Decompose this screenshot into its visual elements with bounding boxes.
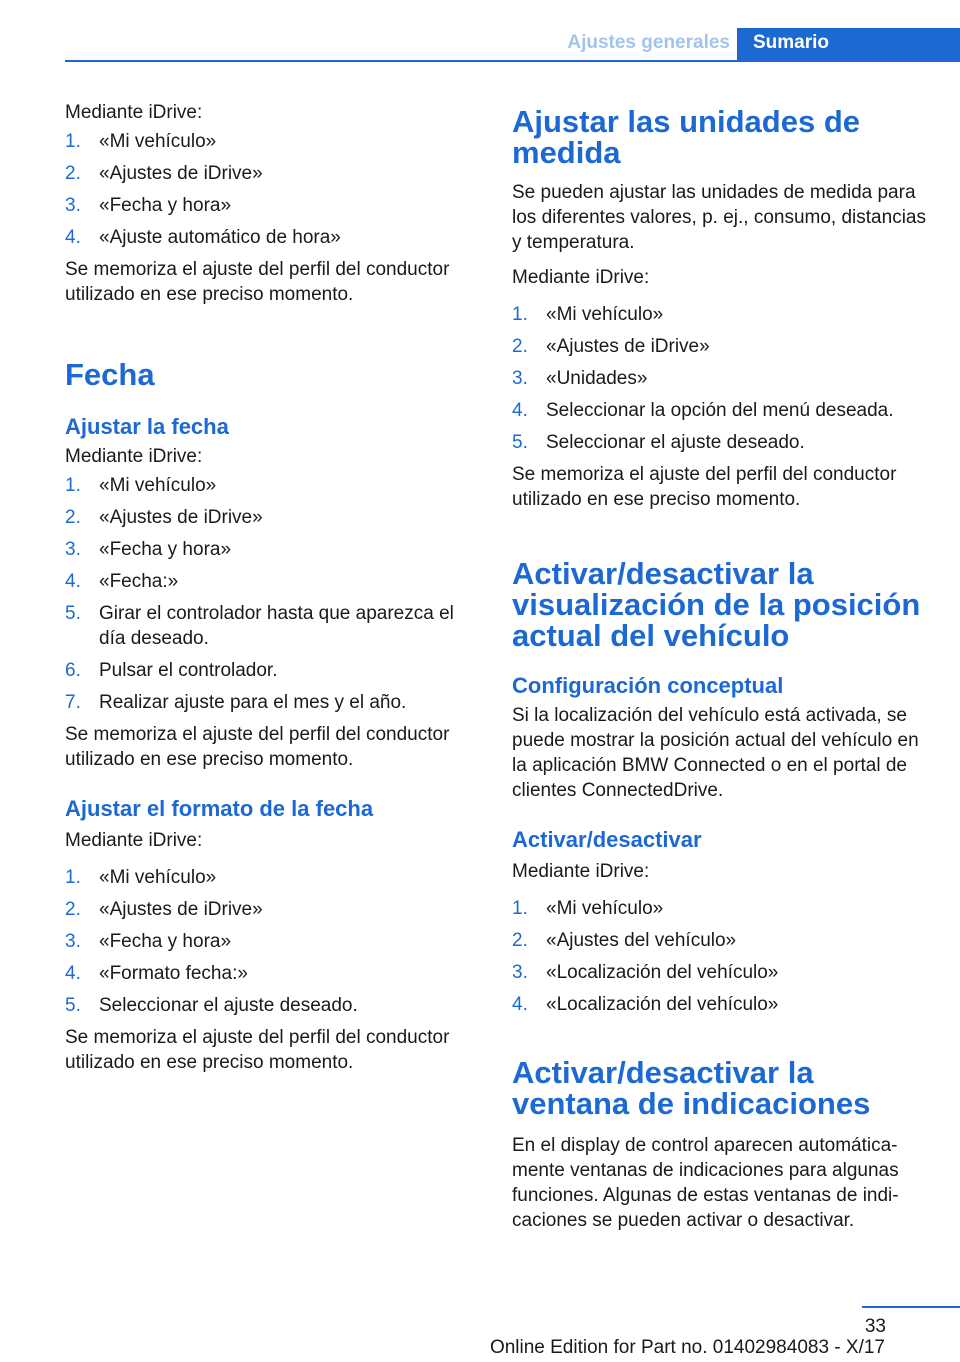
list-item-number: 2. [65, 507, 81, 528]
list-item [65, 961, 470, 986]
list-item [65, 193, 470, 218]
header-section-title[interactable]: Ajustes generales [567, 32, 730, 53]
list-item [512, 896, 930, 921]
concept-title: Configuración conceptual [512, 673, 784, 698]
list-item-text: Girar el controlador hasta que aparezca el día deseado. [99, 603, 454, 649]
right-column [512, 100, 930, 1233]
list-item-number: 6. [65, 660, 81, 681]
list-item-text: «Fecha y hora» [99, 195, 232, 216]
list-item-text: «Ajustes de iDrive» [546, 336, 710, 357]
intro-note: Se memoriza el ajuste del perfil del conductor utilizado en ese preciso momento. [65, 259, 450, 305]
list-item [65, 929, 470, 954]
set-date-note: Se memoriza el ajuste del perfil del conductor utilizado en ese preciso momento. [65, 724, 450, 770]
format-via: Mediante iDrive: [65, 830, 203, 851]
list-item [65, 225, 470, 250]
list-item [512, 928, 930, 953]
list-item [512, 366, 930, 391]
list-item [65, 569, 470, 594]
list-item-text: «Mi vehículo» [546, 898, 664, 919]
units-steps [512, 302, 930, 455]
edition-watermark: Online Edition for Part no. 01402984083 - X/17 [489, 1337, 885, 1358]
list-item-number: 5. [512, 432, 528, 453]
list-item-text: Pulsar el controlador. [99, 660, 278, 681]
fecha-title: Fecha [65, 357, 155, 392]
list-item-number: 1. [65, 131, 81, 152]
list-item [65, 993, 470, 1018]
list-item-number: 1. [512, 304, 528, 325]
set-date-steps [65, 473, 470, 715]
list-item-text: «Ajuste automático de hora» [99, 227, 341, 248]
list-item-number: 3. [65, 539, 81, 560]
list-item [65, 601, 470, 651]
list-item [512, 960, 930, 985]
header-active-tab[interactable]: Sumario [737, 28, 960, 62]
list-item-text: «Fecha y hora» [99, 539, 232, 560]
list-item [512, 992, 930, 1017]
position-title: Activar/desactivar la visualización de la posición actual del vehículo [512, 556, 921, 653]
list-item-number: 4. [512, 400, 528, 421]
list-item-number: 3. [512, 368, 528, 389]
list-item-number: 3. [65, 195, 81, 216]
list-item-text: «Localización del vehículo» [546, 994, 779, 1015]
toggle-steps [512, 896, 930, 1017]
list-item [512, 430, 930, 455]
list-item [65, 897, 470, 922]
list-item-text: «Ajustes de iDrive» [99, 163, 263, 184]
list-item-number: 1. [65, 867, 81, 888]
list-item [512, 334, 930, 359]
list-item-text: «Unidades» [546, 368, 648, 389]
set-date-via: Mediante iDrive: [65, 446, 203, 467]
list-item-number: 3. [65, 931, 81, 952]
list-item-number: 2. [512, 930, 528, 951]
intro-via: Mediante iDrive: [65, 102, 203, 123]
list-item [65, 537, 470, 562]
list-item [65, 129, 470, 154]
concept-text: Si la localización del vehículo está activada, se puede mostrar la posición actual del vehículo en la aplicación BMW Connected o en el portal de clientes ConnectedDrive. [512, 705, 919, 801]
list-item [65, 865, 470, 890]
list-item-number: 4. [65, 571, 81, 592]
format-steps [65, 865, 470, 1018]
list-item-text: Seleccionar el ajuste deseado. [99, 995, 358, 1016]
left-column [65, 100, 470, 1075]
intro-steps [65, 129, 470, 250]
list-item-text: «Localización del vehículo» [546, 962, 779, 983]
window-text: En el display de control aparecen automática-mente ventanas de indicaciones para algunas funciones. Algunas de estas ventanas de indi-caciones se pueden activar o desactivar. [512, 1135, 899, 1231]
list-item-text: «Ajustes de iDrive» [99, 899, 263, 920]
list-item-number: 2. [512, 336, 528, 357]
toggle-via: Mediante iDrive: [512, 861, 650, 882]
list-item [65, 473, 470, 498]
format-note: Se memoriza el ajuste del perfil del conductor utilizado en ese preciso momento. [65, 1027, 450, 1073]
list-item [512, 302, 930, 327]
header-rule [65, 60, 960, 62]
list-item-text: «Mi vehículo» [546, 304, 664, 325]
list-item-text: «Mi vehículo» [99, 131, 217, 152]
list-item-text: Seleccionar el ajuste deseado. [546, 432, 805, 453]
list-item-text: «Mi vehículo» [99, 867, 217, 888]
list-item-number: 7. [65, 692, 81, 713]
list-item-number: 4. [65, 963, 81, 984]
units-note: Se memoriza el ajuste del perfil del conductor utilizado en ese preciso momento. [512, 464, 897, 510]
list-item-text: «Ajustes del vehículo» [546, 930, 737, 951]
list-item-number: 2. [65, 899, 81, 920]
units-via: Mediante iDrive: [512, 267, 650, 288]
list-item-text: «Formato fecha:» [99, 963, 248, 984]
footer-rule [862, 1306, 960, 1308]
toggle-title: Activar/desactivar [512, 827, 702, 852]
list-item-text: «Ajustes de iDrive» [99, 507, 263, 528]
list-item [65, 505, 470, 530]
window-title: Activar/desactivar la ventana de indicaciones [512, 1055, 871, 1121]
list-item-text: Realizar ajuste para el mes y el año. [99, 692, 407, 713]
list-item-text: «Fecha y hora» [99, 931, 232, 952]
format-title: Ajustar el formato de la fecha [65, 796, 374, 821]
list-item-text: «Fecha:» [99, 571, 179, 592]
list-item-number: 4. [512, 994, 528, 1015]
list-item-number: 3. [512, 962, 528, 983]
list-item-number: 2. [65, 163, 81, 184]
units-title: Ajustar las unidades de medida [512, 104, 860, 170]
set-date-title: Ajustar la fecha [65, 414, 229, 439]
list-item [65, 658, 470, 683]
list-item [65, 690, 470, 715]
list-item [512, 398, 930, 423]
list-item-number: 4. [65, 227, 81, 248]
units-intro: Se pueden ajustar las unidades de medida para los diferentes valores, p. ej., consumo, distancias y temperatura. [512, 182, 926, 253]
list-item-number: 5. [65, 603, 81, 624]
list-item-number: 1. [512, 898, 528, 919]
list-item-number: 1. [65, 475, 81, 496]
list-item-number: 5. [65, 995, 81, 1016]
page-number: 33 [864, 1316, 886, 1337]
list-item-text: Seleccionar la opción del menú deseada. [546, 400, 894, 421]
list-item-text: «Mi vehículo» [99, 475, 217, 496]
list-item [65, 161, 470, 186]
